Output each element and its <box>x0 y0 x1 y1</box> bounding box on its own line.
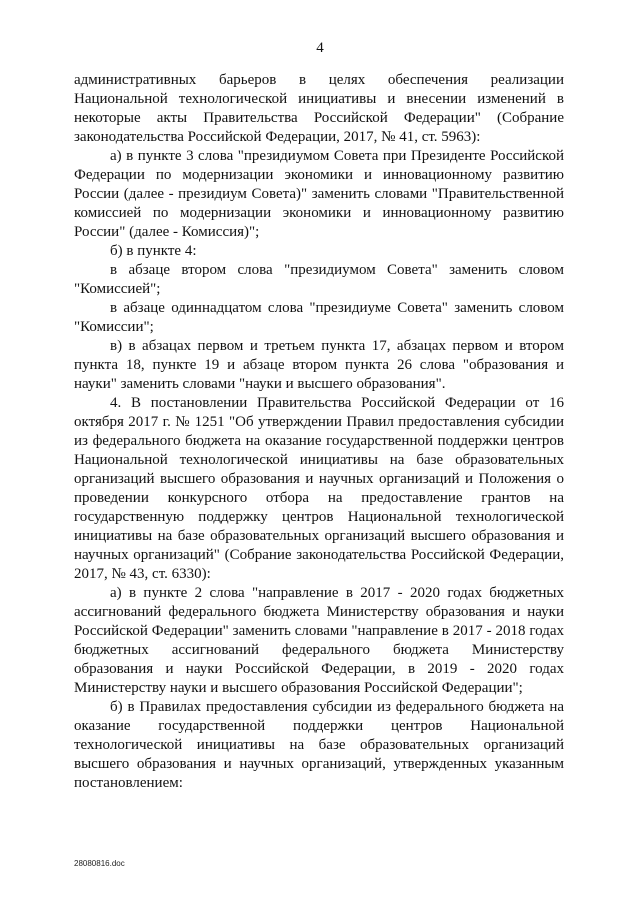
paragraph-item-v: в) в абзацах первом и третьем пункта 17, абзацах первом и втором пункта 18, пункте 19 и абзаце втором пункта 26 слова "образования и науки" заменить словами "науки и высшего образования". <box>74 338 564 392</box>
footer-filename: 28080816.doc <box>74 859 125 868</box>
paragraph-item-b: б) в пункте 4: <box>110 243 197 259</box>
paragraph-item-b-1: в абзаце втором слова "президиумом Совета" заменить словом "Комиссией"; <box>74 262 564 297</box>
paragraph-section-4-a: а) в пункте 2 слова "направление в 2017 - 2020 годах бюджетных ассигнований федерального бюджета Министерству образования и науки Российской Федерации" заменить словами "направление в 2017 - 2018 годах бюджетных ассигнований федерального бюджета Министерству образования и науки Российской Федерации, в 2019 - 2020 годах Министерству науки и высшего образования Российской Федерации"; <box>74 585 564 696</box>
paragraph-item-a: а) в пункте 3 слова "президиумом Совета при Президенте Российской Федерации по модернизации экономики и инновационному развитию России (далее - президиум Совета)" заменить словами "Правительственной комиссией по модернизации экономики и инновационному развитию России" (далее - Комиссия)"; <box>74 148 564 240</box>
page-number: 4 <box>316 40 324 56</box>
document-body <box>74 71 564 793</box>
paragraph-section-4: 4. В постановлении Правительства Российской Федерации от 16 октября 2017 г. № 1251 "Об утверждении Правил предоставления субсидии из федерального бюджета на оказание государственной поддержки центров Национальной технологической инициативы на базе образовательных организаций высшего образования и научных организаций и Положения о проведении конкурсного отбора на предоставление грантов на государственную поддержку центров Национальной технологической инициативы на базе образовательных организаций высшего образования и научных организаций" (Собрание законодательства Российской Федерации, 2017, № 43, ст. 6330): <box>74 395 564 582</box>
paragraph-intro: административных барьеров в целях обеспечения реализации Национальной технологической инициативы и внесении изменений в некоторые акты Правительства Российской Федерации" (Собрание законодательства Российской Федерации, 2017, № 41, ст. 5963): <box>74 72 564 145</box>
paragraph-section-4-b: б) в Правилах предоставления субсидии из федерального бюджета на оказание государственной поддержки центров Национальной технологической инициативы на базе образовательных организаций высшего образования и научных организаций, утвержденных указанным постановлением: <box>74 699 564 791</box>
paragraph-item-b-2: в абзаце одиннадцатом слова "президиуме Совета" заменить словом "Комиссии"; <box>74 300 564 335</box>
